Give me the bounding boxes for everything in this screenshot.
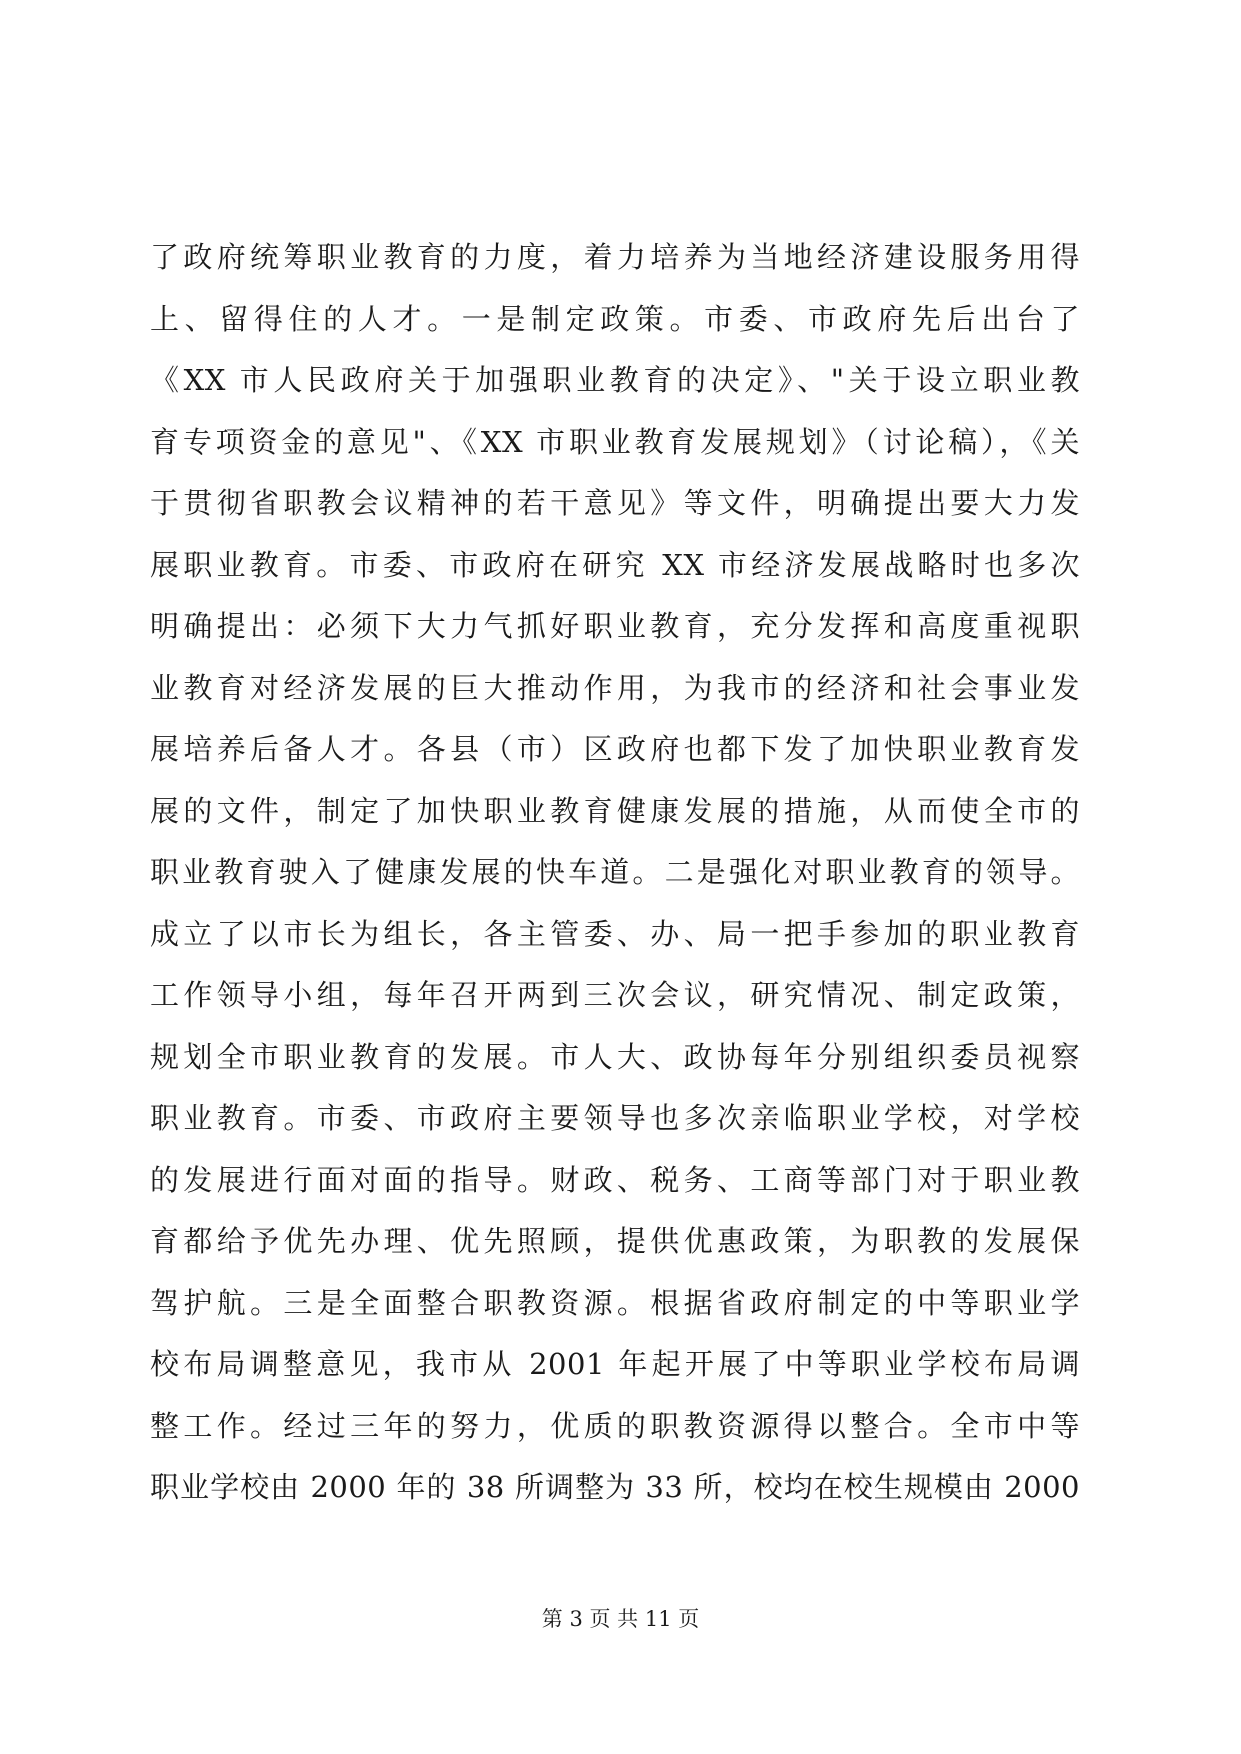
text-line-8: 业教育对经济发展的巨大推动作用，为我市的经济和社会事业发 [150, 670, 1080, 705]
text-line-10: 展的文件，制定了加快职业教育健康发展的措施，从而使全市的 [150, 793, 1080, 828]
text-line-7: 明确提出：必须下大力气抓好职业教育，充分发挥和高度重视职 [150, 609, 1080, 643]
text-line-2: 上、留得住的人才。一是制定政策。市委、市政府先后出台了 [150, 301, 1080, 336]
text-line-15: 职业教育。市委、市政府主要领导也多次亲临职业学校，对学校 [150, 1101, 1080, 1135]
text-line-17: 育都给予优先办理、优先照顾，提供优惠政策，为职教的发展保 [150, 1224, 1080, 1258]
text-line-13: 工作领导小组，每年召开两到三次会议，研究情况、制定政策， [150, 978, 1080, 1012]
text-line-12: 成立了以市长为组长，各主管委、办、局一把手参加的职业教育 [150, 916, 1080, 951]
text-line-6: 展职业教育。市委、市政府在研究 XX 市经济发展战略时也多次 [150, 547, 1080, 582]
text-line-3: 《XX 市人民政府关于加强职业教育的决定》、"关于设立职业教 [150, 363, 1080, 397]
text-line-5: 于贯彻省职教会议精神的若干意见》等文件，明确提出要大力发 [150, 486, 1080, 520]
text-line-1: 了政府统筹职业教育的力度，着力培养为当地经济建设服务用得 [150, 240, 1080, 274]
body-paragraph [150, 227, 1080, 1519]
text-line-18: 驾护航。三是全面整合职教资源。根据省政府制定的中等职业学 [150, 1285, 1080, 1320]
text-line-20: 整工作。经过三年的努力，优质的职教资源得以整合。全市中等 [150, 1408, 1080, 1443]
text-line-4: 育专项资金的意见"、《XX 市职业教育发展规划》（讨论稿），《关 [150, 424, 1080, 459]
text-line-9: 展培养后备人才。各县（市）区政府也都下发了加快职业教育发 [150, 732, 1080, 766]
page-footer: 第 3 页 共 11 页 [541, 1607, 700, 1631]
text-line-19: 校布局调整意见，我市从 2001 年起开展了中等职业学校布局调 [150, 1347, 1080, 1381]
text-line-11: 职业教育驶入了健康发展的快车道。二是强化对职业教育的领导。 [150, 855, 1080, 889]
text-line-14: 规划全市职业教育的发展。市人大、政协每年分别组织委员视察 [150, 1039, 1080, 1074]
text-line-21: 职业学校由 2000 年的 38 所调整为 33 所，校均在校生规模由 2000 [150, 1470, 1080, 1504]
text-line-16: 的发展进行面对面的指导。财政、税务、工商等部门对于职业教 [150, 1162, 1080, 1197]
